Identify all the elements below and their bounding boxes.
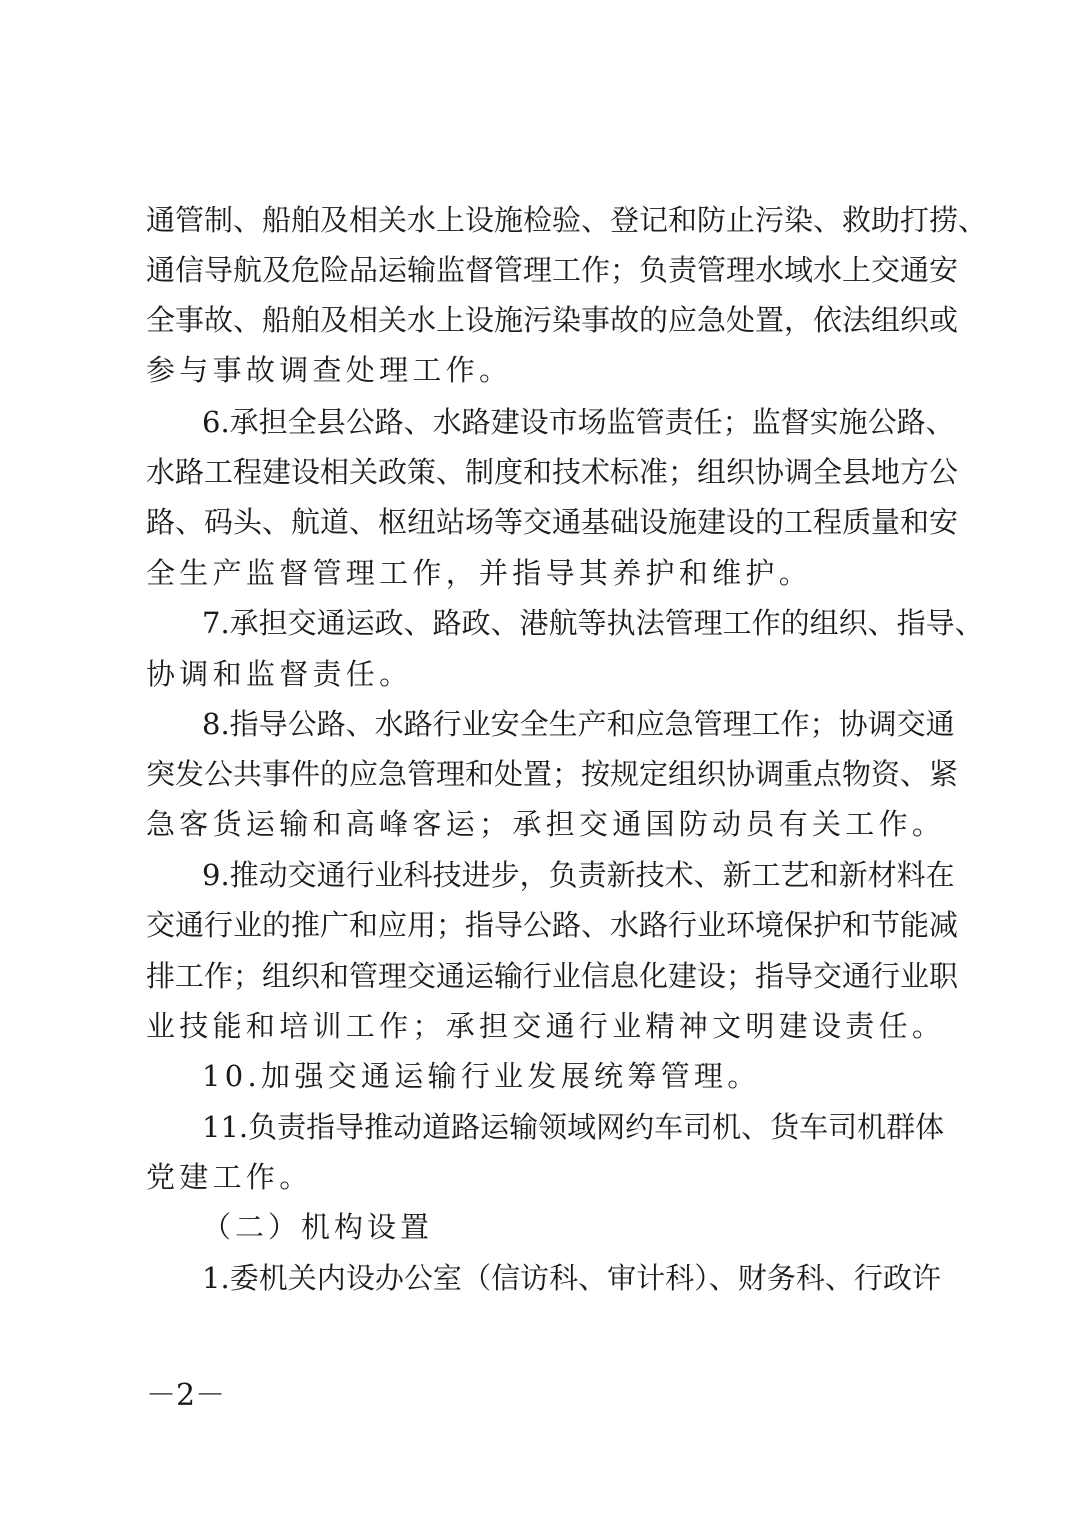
- text-line: 全生产监督管理工作，并指导其养护和维护。: [146, 556, 813, 590]
- text-line: 通管制、船舶及相关水上设施检验、登记和防止污染、救助打捞、: [146, 203, 988, 237]
- text-line: 突发公共事件的应急管理和处置；按规定组织协调重点物资、紧: [146, 757, 959, 791]
- text-line: 通信导航及危险品运输监督管理工作；负责管理水域水上交通安: [146, 253, 959, 287]
- text-line: 水路工程建设相关政策、制度和技术标准；组织协调全县地方公: [146, 455, 959, 489]
- text-line: 参与事故调查处理工作。: [146, 353, 513, 387]
- section-heading: （二）机构设置: [202, 1210, 434, 1244]
- text-line: 全事故、船舶及相关水上设施污染事故的应急处置，依法组织或: [146, 303, 959, 337]
- text-line: 协调和监督责任。: [146, 657, 413, 691]
- text-line: 11.负责指导推动道路运输领域网约车司机、货车司机群体: [202, 1110, 945, 1144]
- text-line: 路、码头、航道、枢纽站场等交通基础设施建设的工程质量和安: [146, 505, 959, 539]
- text-line: 交通行业的推广和应用；指导公路、水路行业环境保护和节能减: [146, 908, 959, 942]
- text-line: 8.指导公路、水路行业安全生产和应急管理工作；协调交通: [202, 707, 955, 741]
- text-line: 9.推动交通行业科技进步，负责新技术、新工艺和新材料在: [202, 858, 955, 892]
- text-line: 业技能和培训工作；承担交通行业精神文明建设责任。: [146, 1009, 946, 1043]
- text-line: 1.委机关内设办公室（信访科、审计科）、财务科、行政许: [202, 1261, 941, 1295]
- text-line: 6.承担全县公路、水路建设市场监管责任；监督实施公路、: [202, 405, 955, 439]
- text-line: 10.加强交通运输行业发展统筹管理。: [202, 1059, 761, 1093]
- text-line: 排工作；组织和管理交通运输行业信息化建设；指导交通行业职: [146, 959, 959, 993]
- page-number: －2－: [146, 1378, 226, 1413]
- text-line: 急客货运输和高峰客运；承担交通国防动员有关工作。: [146, 807, 946, 841]
- text-line: 7.承担交通运政、路政、港航等执法管理工作的组织、指导、: [202, 606, 984, 640]
- text-line: 党建工作。: [146, 1160, 313, 1194]
